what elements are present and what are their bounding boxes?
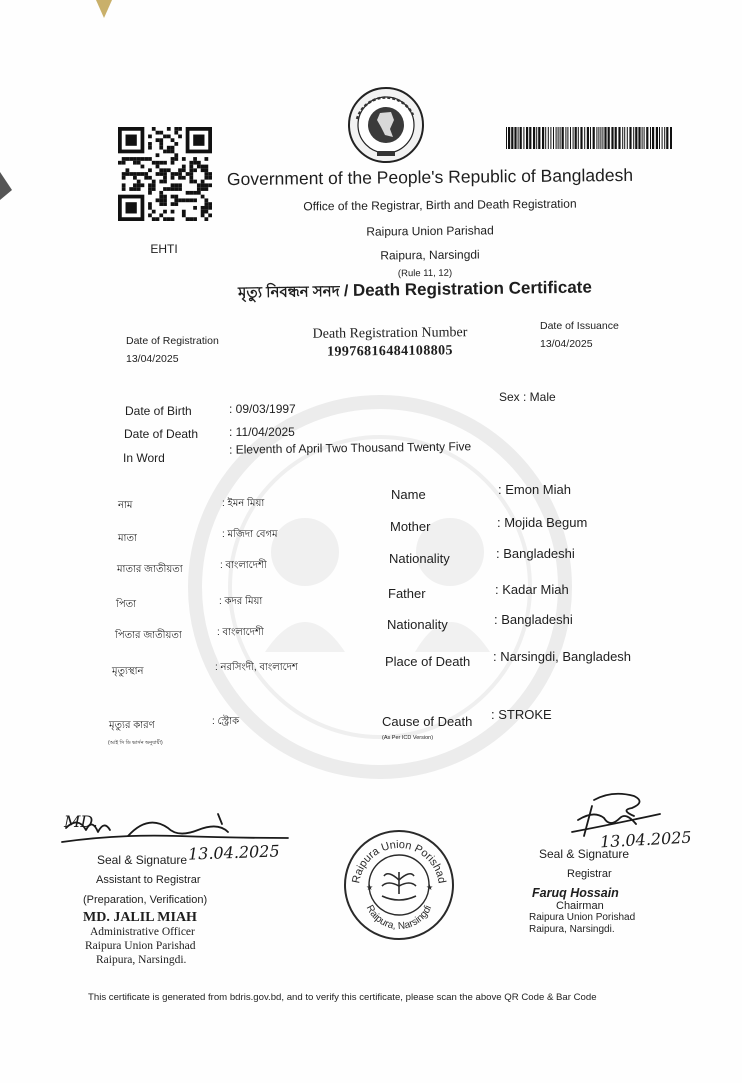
- title-separator: /: [339, 282, 354, 301]
- union-seal: [342, 828, 456, 942]
- bn-father-nationality-label: পিতার জাতীয়তা: [115, 630, 182, 641]
- qr-caption: EHTI: [150, 242, 178, 256]
- assistant-role-note: (Preparation, Verification): [83, 894, 208, 906]
- verification-note: This certificate is generated from bdris.gov.bd, and to verify this certificate, please scan the above QR Code & Bar Code: [88, 992, 597, 1003]
- mother-nationality-value: : Bangladeshi: [496, 546, 575, 561]
- father-value: : Kadar Miah: [495, 582, 569, 597]
- bn-cause-note: (আই সি ডি ভার্সন অনুযায়ী): [108, 740, 163, 746]
- assistant-stamp-place: Raipura, Narsingdi.: [96, 954, 187, 966]
- bn-father-value: : কদর মিয়া: [219, 596, 263, 607]
- bn-cause-value: : স্ট্রোক: [212, 716, 240, 727]
- seal-bottom-text: Raipura, Narsingdi: [363, 903, 435, 933]
- registrar-stamp-name: Faruq Hossain: [532, 886, 619, 900]
- place-of-death-label: Place of Death: [385, 654, 471, 669]
- father-nationality-value: : Bangladeshi: [494, 612, 573, 627]
- issuance-date-label: Date of Issuance: [540, 320, 619, 332]
- qr-code[interactable]: [118, 127, 212, 225]
- birth-date-label: Date of Birth: [125, 404, 192, 418]
- issuance-date-value: 13/04/2025: [540, 338, 593, 350]
- assistant-stamp-title: Administrative Officer: [90, 926, 195, 938]
- name-value: : Emon Miah: [498, 482, 571, 497]
- mother-value: : Mojida Begum: [497, 515, 588, 530]
- name-label: Name: [391, 487, 426, 502]
- union-location: Raipura, Narsingdi: [380, 247, 480, 263]
- bn-mother-label: মাতা: [118, 533, 137, 544]
- bn-mother-nationality-value: : বাংলাদেশী: [220, 560, 267, 571]
- assistant-stamp-org: Raipura Union Parishad: [85, 940, 196, 952]
- government-title: Government of the People's Republic of Bangladesh: [226, 164, 634, 190]
- bn-cause-label: মৃত্যুর কারণ: [109, 720, 155, 731]
- government-emblem-icon: [347, 85, 425, 165]
- cause-of-death-label: Cause of Death: [382, 714, 473, 729]
- bn-father-label: পিতা: [116, 599, 137, 610]
- bn-place-label: মৃত্যুস্থান: [112, 666, 144, 677]
- bn-mother-nationality-label: মাতার জাতীয়তা: [117, 564, 183, 575]
- cause-of-death-note: (As Per ICD Version): [382, 735, 434, 741]
- seal-star-right-icon: ★: [426, 883, 434, 892]
- seal-emblem-icon: [382, 872, 416, 900]
- registrar-seal-label: Seal & Signature: [539, 847, 630, 861]
- birth-date-value: : 09/03/1997: [229, 402, 296, 416]
- registration-date-value: 13/04/2025: [126, 353, 179, 365]
- registrar-role: Registrar: [567, 868, 612, 880]
- certificate-title-bangla: মৃত্যু নিবন্ধন সনদ: [237, 283, 340, 302]
- registrar-stamp-place: Raipura, Narsingdi.: [529, 924, 615, 935]
- bn-father-nationality-value: : বাংলাদেশী: [217, 627, 264, 638]
- assistant-handwriting: MD.: [64, 812, 98, 831]
- assistant-seal-label: Seal & Signature: [97, 853, 188, 867]
- seal-top-text: Raipura Union Porishad: [350, 838, 448, 885]
- cause-of-death-value: : STROKE: [491, 707, 552, 722]
- father-nationality-label: Nationality: [387, 617, 448, 632]
- union-name: Raipura Union Parishad: [366, 223, 494, 239]
- mother-label: Mother: [390, 519, 431, 534]
- registration-date-label: Date of Registration: [126, 335, 219, 347]
- assistant-stamp-name: MD. JALIL MIAH: [83, 910, 197, 925]
- certificate-title-english: Death Registration Certificate: [352, 277, 592, 300]
- registration-number-label: Death Registration Number: [312, 325, 468, 342]
- registrar-stamp-title: Chairman: [556, 900, 604, 912]
- registration-number-value: 19976816484108805: [327, 343, 453, 360]
- seal-star-left-icon: ★: [366, 883, 374, 892]
- office-title: Office of the Registrar, Birth and Death Registration: [303, 196, 577, 214]
- registrar-stamp-org: Raipura Union Porishad: [529, 912, 636, 923]
- barcode[interactable]: [506, 127, 672, 149]
- death-date-label: Date of Death: [124, 427, 199, 441]
- father-label: Father: [388, 586, 426, 601]
- registrar-sign-date: 13.04.2025: [599, 827, 693, 852]
- place-of-death-value: : Narsingdi, Bangladesh: [493, 649, 632, 664]
- sex-field: Sex : Male: [499, 390, 556, 404]
- mother-nationality-label: Nationality: [389, 551, 450, 566]
- assistant-sign-date: 13.04.2025: [187, 841, 280, 864]
- bn-place-value: : নরসিংদী, বাংলাদেশ: [215, 662, 298, 673]
- death-date-value: : 11/04/2025: [229, 425, 295, 439]
- assistant-role: Assistant to Registrar: [96, 874, 201, 886]
- certificate-title: [180, 276, 650, 308]
- bn-name-value: : ইমন মিয়া: [222, 498, 265, 509]
- rule-reference: (Rule 11, 12): [397, 267, 453, 280]
- in-word-label: In Word: [123, 451, 165, 465]
- bn-name-label: নাম: [118, 500, 133, 511]
- in-word-value: : Eleventh of April Two Thousand Twenty Five: [228, 439, 472, 457]
- bn-mother-value: : মজিদা বেগম: [222, 529, 278, 540]
